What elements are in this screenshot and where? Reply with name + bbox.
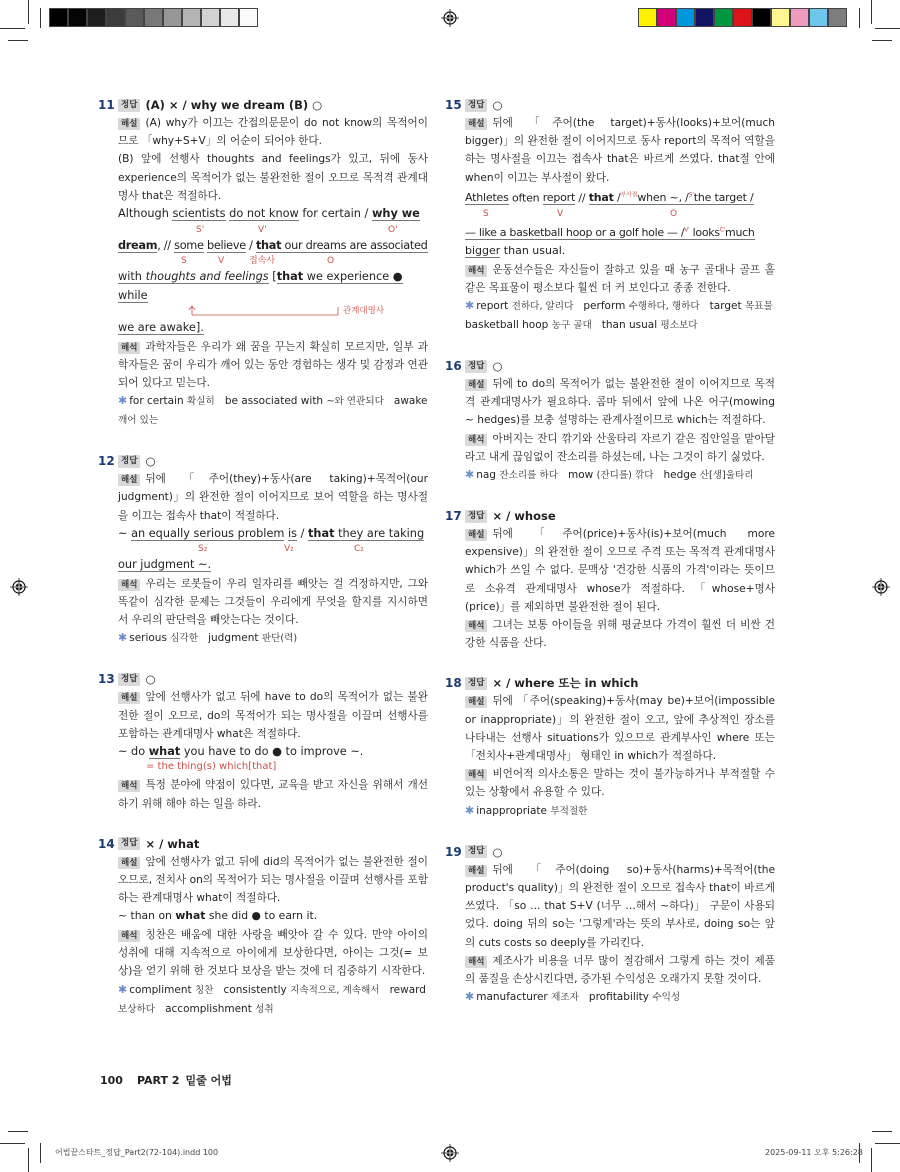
question-number: 17 [445, 509, 462, 524]
explanation [465, 525, 775, 616]
answer-item-12 [98, 452, 428, 648]
page-number: 100 [100, 1074, 123, 1087]
vocab-word: than usual [601, 319, 658, 332]
subject-phrase: an equally serious problem [131, 526, 285, 540]
explain-tag: 해설 [465, 529, 487, 541]
conjunction: that [308, 526, 335, 540]
vocab-word: hedge [663, 469, 697, 482]
vocab-word: inappropriate [476, 804, 547, 817]
translation-text: 칭찬은 배움에 대한 사랑을 빼앗아 갈 수 있다. 만약 아이의 성취에 대해 지속적으로 아이에게 보상한다면, 아이는 그것(= 보상)을 얻기 위해 한 것보다 보상을 받는 것에 더 집중하기 시작한다. [118, 928, 428, 978]
translation-text: 우리는 로봇들이 우리 일자리를 빼앗는 걸 걱정하지만, 그와 똑같이 심각한 문제는 그것들이 우리에게 무엇을 할지를 지시하면서 우리의 판단력을 빼앗는다는 것이다. [118, 577, 428, 627]
analysis-sentence [118, 268, 428, 305]
answer-tag: 정답 [465, 677, 487, 690]
vocab-meaning: 전하다, 알리다 [511, 301, 574, 313]
part-title: 밑줄 어법 [185, 1074, 232, 1087]
text: much [725, 225, 755, 239]
left-column [98, 96, 428, 1041]
vocab-word: be associated with [224, 395, 324, 408]
gray-swatch [125, 8, 144, 27]
explanation [465, 861, 775, 952]
vocab-word: reward [389, 983, 426, 996]
asterisk-icon: ✱ [118, 631, 128, 645]
label-c-prime: C' [719, 225, 726, 233]
light-cyan-swatch [809, 8, 828, 27]
explanation [118, 114, 428, 150]
vocab-meaning: 농구 골대 [551, 320, 592, 332]
text: — like a basketball hoop or a golf hole — / [465, 225, 685, 239]
grammar-labels [118, 255, 428, 268]
text: ~ do [118, 744, 149, 758]
text: // [575, 191, 589, 205]
text: looks [689, 225, 720, 239]
grayscale-color-bar [49, 8, 258, 28]
analysis-sentence [118, 525, 428, 544]
asterisk-icon: ✱ [465, 990, 475, 1004]
text: the target [693, 191, 747, 205]
asterisk-icon: ✱ [118, 394, 128, 408]
vocab-list [118, 392, 428, 430]
explanation-text: 앞에 선행사가 없고 뒤에 did의 목적어가 없는 불완전한 절이 오므로, 전치사 on의 목적어가 되는 명사절을 이끌며 선행사를 포함하는 관계대명사 what이 적절하다. [118, 855, 428, 905]
text: , / [678, 191, 689, 205]
label-s: S' [196, 224, 205, 235]
vocab-meaning: 수익성 [652, 992, 681, 1004]
text: / [297, 526, 309, 540]
translation-text: 제조사가 비용을 너무 많이 절감해서 그렇게 하는 것이 제품의 품질을 손상시킨다면, 증가된 수익성은 오래가지 못할 것이다. [465, 954, 775, 985]
translate-tag: 해석 [465, 956, 487, 968]
vocab-word: manufacturer [476, 991, 548, 1004]
question-number: 13 [98, 672, 115, 687]
label-o: O [327, 256, 335, 267]
subject-phrase: some [174, 238, 204, 252]
translate-tag: 해석 [118, 579, 140, 591]
cyan-swatch [676, 8, 695, 27]
answer-tag: 정답 [118, 837, 140, 850]
red-swatch [733, 8, 752, 27]
answer-tag: 정답 [465, 360, 487, 373]
asterisk-icon: ✱ [465, 803, 475, 817]
vocab-list [465, 466, 775, 485]
label-s: S [181, 256, 187, 267]
vocab-meaning: 칭찬 [194, 984, 214, 996]
text: when ~ [637, 191, 679, 205]
question-number: 19 [445, 844, 462, 859]
text: / [746, 191, 754, 205]
answer-text: ○ [145, 672, 156, 687]
label-s: S [483, 208, 489, 219]
magenta-swatch [657, 8, 676, 27]
label-s2: S₂ [198, 544, 208, 555]
text: than usual. [500, 244, 566, 258]
explanation-text: 뒤에 「주어(speaking)+동사(may be)+보어(impossible or inappropriate)」의 완전한 절이 오고, 앞에 추상적인 장소를 나타내는 선행사 situations가 있으므로 관계부사인 where 또는 「전치사+관계대명사」 형태인 in which가 적절하다. [465, 695, 775, 763]
translation [118, 575, 428, 630]
explain-tag: 해설 [118, 692, 140, 704]
answer-tag: 정답 [465, 99, 487, 112]
vocab-meaning: (잔디를) 깎다 [596, 470, 654, 482]
vocab-word: for certain [129, 395, 184, 408]
verb-phrase: believe [206, 238, 246, 252]
grammar-labels [465, 208, 775, 221]
registration-mark-icon [441, 1144, 459, 1162]
translation [465, 616, 775, 652]
translate-tag: 해석 [118, 780, 140, 792]
conjunction: that [255, 238, 282, 252]
gray-swatch [68, 8, 87, 27]
answer-tag: 정답 [465, 845, 487, 858]
registration-mark-icon [10, 578, 28, 596]
text: they are taking [334, 526, 425, 540]
relative-pronoun: what [148, 744, 181, 758]
explanation-text: 앞에 선행사가 없고 뒤에 have to do의 목적어가 없는 불완전한 절이 오므로, do의 목적어가 되는 명사절을 이끌며 선행사를 포함하는 관계대명사 what은 적절하다. [118, 691, 428, 740]
vocab-list [465, 802, 775, 821]
subject-phrase: scientists [172, 207, 226, 221]
translation-text: 특정 분야에 약점이 있다면, 교육을 받고 자신을 위해서 개선하기 위해 해야 하는 일을 하라. [118, 779, 428, 810]
asterisk-icon: ✱ [118, 982, 128, 996]
vocab-list [465, 297, 775, 335]
explanation-text: 뒤에 to do의 목적어가 없는 불완전한 절이 이어지므로 목적격 관계대명사가 필요하다. 콤마 뒤에서 앞에 나온 어구(mowing ~ hedges)를 보충 설명하는 관계사절이므로 which는 적절하다. [465, 378, 775, 427]
analysis-sentence [118, 907, 428, 926]
explanation [465, 375, 775, 430]
translation-text: 아버지는 잔디 깎기와 산울타리 자르기 같은 집안일을 맡아달라고 내게 끊임없이 잔소리를 하셨는데, 나는 그것이 하기 싫었다. [465, 432, 775, 463]
vocab-word: judgment [208, 632, 259, 645]
relative-pronoun: that [276, 270, 304, 284]
text: with [118, 270, 146, 284]
yellow-swatch [638, 8, 657, 27]
vocab-word: perform [583, 300, 626, 313]
grammar-labels [118, 543, 428, 556]
explanation-text: 뒤에 「주어(price)+동사(is)+보어(much more expensive)」의 완전한 절이 오므로 주격 또는 목적격 관계대명사 which가 쓰일 수 없다. 문맥상 '건강한 식품의 가격'이라는 뜻이므로 소유격 관계대명사 whose가 적절하다. 「whose+명사(price)」를 제외하면 불완전한 절이 된다. [465, 528, 775, 613]
translation-text: 운동선수들은 자신들이 잘하고 있을 때 농구 골대나 골프 홀 같은 목표물이 평소보다 훨씬 더 커 보인다고 종종 전한다. [465, 263, 775, 294]
text: we experience ● while [118, 270, 403, 302]
vocab-word: awake [393, 395, 428, 408]
answer-item-15 [445, 96, 775, 335]
analysis-sentence [465, 187, 775, 208]
vocab-meaning: 판단(력) [261, 633, 298, 645]
gray-swatch [828, 8, 847, 27]
analysis-sentence [118, 205, 428, 224]
translate-tag: 해석 [118, 930, 140, 942]
explanation-text: (A) why가 이끄는 간접의문문이 do not know의 목적어이므로 「why+S+V」의 어순이 되어야 한다. [118, 117, 428, 148]
answer-text: ○ [145, 454, 156, 469]
vocab-word: profitability [588, 991, 649, 1004]
part-label: PART 2 [136, 1074, 180, 1087]
antecedent: thoughts and feelings [145, 270, 269, 284]
gray-swatch [49, 8, 68, 27]
analysis-sentence [118, 319, 428, 338]
analysis-sentence [118, 237, 428, 256]
crop-mark [871, 0, 872, 24]
explanation-text: 뒤에 「주어(the target)+동사(looks)+보어(much bigger)」의 완전한 절이 이어지므로 동사 report의 목적어 역할을 하는 명사절을 이끄는 접속사 that은 바르게 쓰였다. that절 안에 when이 이끄는 부사절이 왔다. [465, 117, 775, 184]
answer-item-17 [445, 507, 775, 652]
vocab-word: report [476, 300, 509, 313]
relative-arrow [118, 305, 428, 319]
text: our judgment ~. [118, 558, 212, 572]
translate-tag: 해석 [465, 620, 487, 632]
question-number: 11 [98, 98, 115, 112]
gray-swatch [201, 8, 220, 27]
slug-timestamp: 2025-09-11 오후 5:26:28 [765, 1148, 863, 1157]
gray-swatch [144, 8, 163, 27]
black-swatch [752, 8, 771, 27]
explain-tag: 해설 [118, 118, 140, 130]
explain-tag: 해설 [118, 474, 140, 486]
asterisk-icon: ✱ [465, 468, 475, 482]
analysis-sentence [118, 743, 428, 762]
translate-tag: 해석 [465, 265, 487, 277]
text: she did ● to earn it. [205, 909, 318, 923]
answer-item-19 [445, 843, 775, 1007]
vocab-word: accomplishment [165, 1002, 252, 1015]
crop-mark [859, 8, 860, 28]
explanation [118, 688, 428, 743]
explanation [465, 692, 775, 765]
explanation: (B) 앞에 선행사 thoughts and feelings가 있고, 뒤에 동사 experience의 목적어가 없는 불완전한 절이 오므로 목적격 관계대명사 that은 적절하다. [118, 153, 428, 202]
page-footer [100, 1072, 246, 1088]
label-v: V' [258, 224, 267, 235]
label-v2: V₂ [284, 544, 294, 555]
translation [465, 430, 775, 466]
translation-text: 그녀는 보통 아이들을 위해 평균보다 가격이 훨씬 더 비싼 건강한 식품을 산다. [465, 619, 775, 650]
vocab-word: consistently [223, 983, 287, 996]
registration-mark-icon [872, 578, 890, 596]
explain-tag: 해설 [465, 865, 487, 877]
answer-text: × / what [145, 836, 200, 851]
answer-text: ○ [492, 359, 503, 374]
registration-mark-icon [441, 9, 459, 27]
item-header [98, 96, 428, 114]
translation [118, 338, 428, 393]
explanation-text: 뒤에 「주어(they)+동사(are taking)+목적어(our judgment)」의 완전한 절이 이어지므로 보어 역할을 하는 명사절을 이끄는 접속사 that이 적절하다. [118, 473, 428, 522]
vocab-list [118, 981, 428, 1019]
explanation [465, 114, 775, 187]
vocab-meaning: 보상하다 [118, 1003, 156, 1015]
label-adverb-clause: 부사절 [620, 191, 638, 199]
text: / [613, 191, 621, 205]
label-o: O [670, 208, 678, 219]
translation [465, 952, 775, 988]
answer-item-11 [98, 96, 428, 430]
verb-phrase: do not know [229, 207, 299, 221]
analysis-sentence [118, 556, 428, 575]
question-number: 15 [445, 98, 462, 112]
gray-swatch [87, 8, 106, 27]
crop-mark [8, 40, 28, 41]
label-c2: C₂ [354, 544, 364, 555]
explain-tag: 해설 [465, 118, 487, 130]
text: often [508, 191, 543, 205]
vocab-meaning: 산[생]울타리 [699, 470, 754, 482]
text: we are awake]. [118, 321, 204, 335]
label-v: V [218, 256, 225, 267]
answer-item-16 [445, 357, 775, 485]
vocab-meaning: 지속적으로, 계속해서 [290, 984, 380, 996]
translate-tag: 해석 [465, 769, 487, 781]
vocab-meaning: 목표물 [744, 301, 773, 313]
crop-mark [28, 1148, 29, 1172]
answer-tag: 정답 [118, 673, 140, 686]
green-swatch [714, 8, 733, 27]
answer-item-18 [445, 674, 775, 820]
object-phrase: dream [118, 238, 158, 252]
vocab-word: mow [568, 469, 594, 482]
gray-swatch [163, 8, 182, 27]
vocab-meaning: 잔소리를 하다 [499, 470, 558, 482]
answer-tag: 정답 [118, 99, 140, 112]
crop-mark [0, 28, 25, 29]
vocab-meaning: ~와 연관되다 [326, 396, 384, 408]
light-magenta-swatch [790, 8, 809, 27]
label-v-prime: V' [684, 225, 690, 233]
answer-text: (A) × / why we dream (B) ○ [145, 98, 323, 112]
grammar-labels [118, 224, 428, 237]
vocab-list [118, 629, 428, 648]
crop-mark [40, 8, 41, 28]
crop-mark [875, 28, 900, 29]
translate-tag: 해석 [465, 434, 487, 446]
object-phrase: why we [371, 207, 420, 221]
vocab-word: target [709, 300, 742, 313]
label-o: O' [388, 224, 398, 235]
label-conjunction: 접속사 [249, 256, 276, 267]
translation [118, 776, 428, 812]
grammar-note [118, 761, 428, 776]
question-number: 14 [98, 836, 115, 851]
text: [ [268, 270, 277, 284]
explanation [118, 853, 428, 908]
text: for certain / [298, 207, 372, 221]
vocab-meaning: 깨어 있는 [118, 415, 159, 427]
vocab-meaning: 평소보다 [660, 320, 698, 332]
vocab-meaning: 제조자 [551, 992, 579, 1004]
vocab-meaning: 성취 [255, 1003, 274, 1015]
vocab-word: basketball hoop [465, 319, 549, 332]
analysis-sentence [465, 242, 775, 261]
text: ~ than on [118, 909, 176, 923]
gray-swatch [239, 8, 258, 27]
crop-mark [8, 1131, 28, 1132]
translation [118, 926, 428, 981]
vocab-word: nag [476, 469, 496, 482]
text: , // [157, 238, 175, 252]
right-column [445, 96, 775, 1029]
vocab-word: serious [129, 632, 167, 645]
gray-swatch [182, 8, 201, 27]
answer-text: ○ [492, 844, 503, 859]
vocab-meaning: 심각한 [170, 633, 199, 645]
relative-pronoun: what [175, 909, 206, 923]
gray-swatch [220, 8, 239, 27]
subject-phrase: Athletes [465, 191, 509, 205]
vocab-meaning: 확실히 [187, 396, 215, 408]
explain-tag: 해설 [465, 379, 487, 391]
crop-mark [871, 1148, 872, 1172]
question-number: 12 [98, 454, 115, 469]
vocab-list [465, 988, 775, 1007]
explanation [118, 470, 428, 525]
text: bigger [465, 244, 501, 258]
answer-text: × / where 또는 in which [492, 676, 639, 691]
crop-mark [872, 1131, 892, 1132]
verb-phrase: report [542, 191, 576, 205]
vocab-meaning: 수행하다, 행하다 [628, 301, 700, 313]
answer-text: ○ [492, 98, 503, 112]
question-number: 16 [445, 359, 462, 374]
answer-tag: 정답 [118, 455, 140, 468]
label-relative-pronoun: 관계대명사 [343, 306, 385, 317]
slug-filename: 어법끝스타트_정답_Part2(72-104).indd 100 [55, 1148, 219, 1157]
verb-phrase: is [288, 526, 298, 540]
text: our dreams are associated [281, 238, 428, 252]
text: / [245, 238, 256, 252]
crop-mark [0, 1143, 25, 1144]
question-number: 18 [445, 676, 462, 691]
translation-text: 비언어적 의사소통은 말하는 것이 불가능하거나 부적절할 수 있는 상황에서 유용할 수 있다. [465, 768, 775, 799]
conjunction: that [588, 191, 614, 205]
gray-swatch [106, 8, 125, 27]
label-s-prime: S' [688, 191, 694, 199]
translate-tag: 해석 [118, 342, 140, 354]
explain-tag: 해설 [465, 696, 487, 708]
crop-mark [872, 40, 892, 41]
asterisk-icon: ✱ [465, 299, 475, 313]
cmyk-color-bar [638, 8, 847, 28]
translation-text: 과학자들은 우리가 왜 꿈을 꾸는지 확실히 모르지만, 일부 과학자들은 꿈이 우리가 깨어 있는 동안 경험하는 생각 및 감정과 연관되어 있다고 믿는다. [118, 340, 428, 389]
equivalent-note: = the thing(s) which[that] [146, 761, 277, 773]
answer-text: × / whose [492, 509, 556, 524]
analysis-sentence [465, 221, 775, 242]
crop-mark [28, 0, 29, 24]
blue-swatch [695, 8, 714, 27]
answer-item-14 [98, 835, 428, 1019]
crop-mark [40, 1143, 41, 1163]
vocab-word: compliment [129, 983, 192, 996]
light-yellow-swatch [771, 8, 790, 27]
answer-item-13 [98, 670, 428, 813]
text: ~ [118, 526, 132, 540]
explain-tag: 해설 [118, 857, 140, 869]
translation [465, 765, 775, 801]
crop-mark [875, 1143, 900, 1144]
translation [465, 261, 775, 297]
vocab-meaning: 부적절한 [550, 805, 588, 817]
text: you have to do ● to improve ~. [180, 744, 364, 758]
explanation-text: 뒤에 「주어(doing so)+동사(harms)+목적어(the product's quality)」의 완전한 절이 오므로 접속사 that이 바르게 쓰였다. 「so ... that S+V (너무 …해서 ~하다)」 구문이 사용되었다. doing 뒤의 so는 '그렇게'라는 뜻의 부사로, doing so는 앞의 cuts costs so deeply를 가리킨다. [465, 863, 775, 949]
answer-tag: 정답 [465, 510, 487, 523]
label-v: V [557, 208, 564, 219]
text: Although [118, 207, 173, 221]
